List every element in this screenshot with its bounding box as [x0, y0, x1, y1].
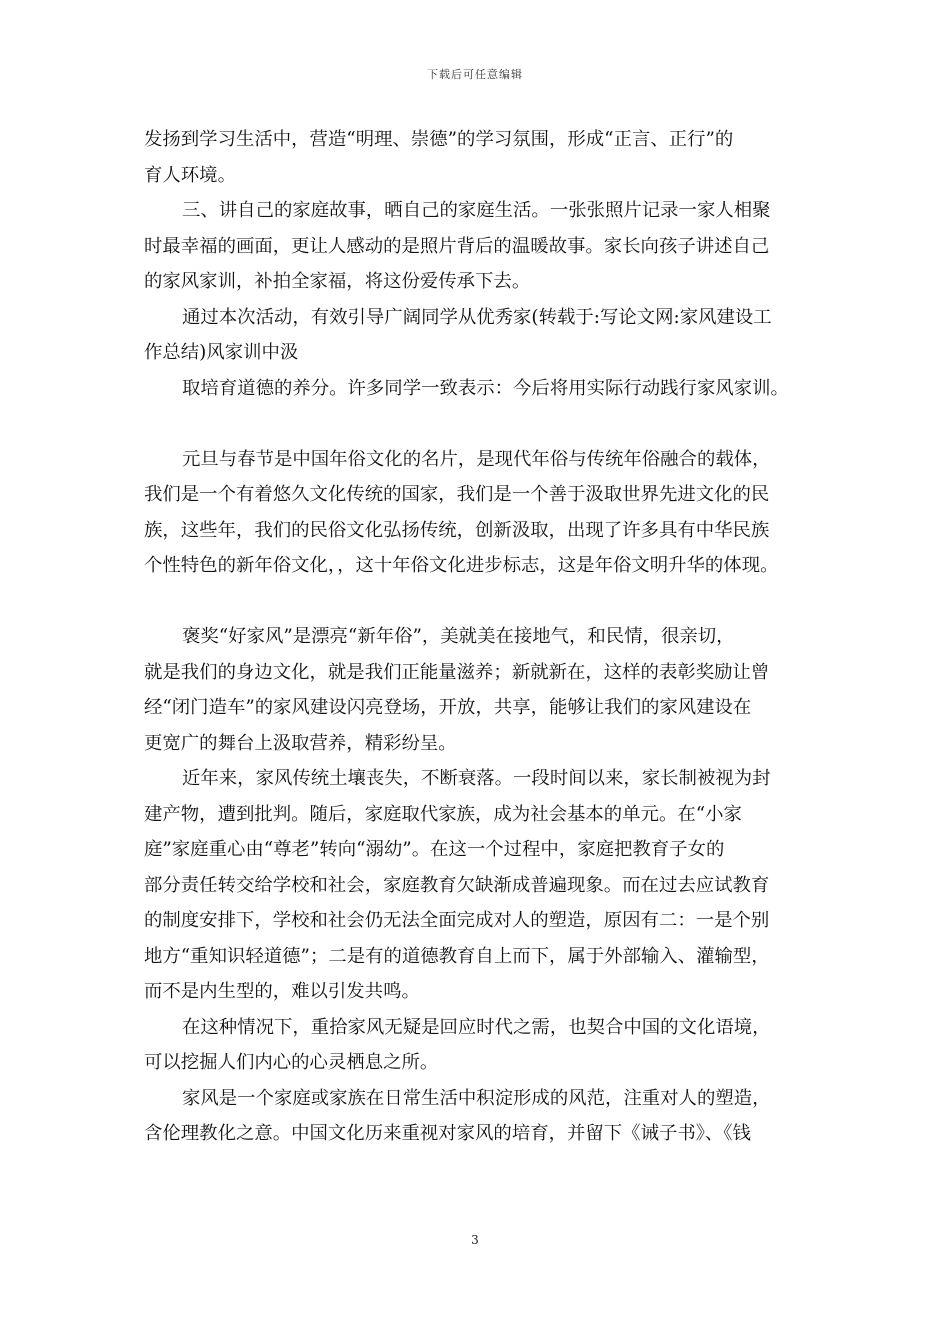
text-line: 地方“重知识轻道德”；二是有的道德教育自上而下，属于外部输入、灌输型， — [144, 945, 770, 967]
text-line: 就是我们的身边文化，就是我们正能量滋养；新就新在，这样的表彰奖励让曾 — [144, 661, 770, 683]
text-line: 含伦理教化之意。中国文化历来重视对家风的培育，并留下《诫子书》、《钱 — [144, 1123, 751, 1144]
text-line: 可以挖掘人们内心的心灵栖息之所。 — [144, 1052, 439, 1073]
paragraph-gap — [144, 406, 812, 442]
text-line: 家风是一个家庭或家族在日常生活中积淀形成的风范，注重对人的塑造， — [182, 1087, 771, 1109]
text-line: 育人环境。 — [144, 164, 236, 186]
text-line: 而不是内生型的，难以引发共鸣。 — [144, 981, 420, 1002]
text-line: 发扬到学习生活中，营造“明理、崇德”的学习氛围，形成“正言、正行”的 — [144, 129, 734, 150]
text-line: 我们是一个有着悠久文化传统的国家，我们是一个善于汲取世界先进文化的民 — [144, 484, 770, 505]
text-line: 取培育道德的养分。许多同学一致表示：今后将用实际行动践行家风家训。 — [182, 377, 789, 399]
text-line: 更宽广的舞台上汲取营养，精彩纷呈。 — [144, 732, 457, 754]
document-body — [144, 122, 812, 1152]
text-line: 元旦与春节是中国年俗文化的名片，是现代年俗与传统年俗融合的载体， — [182, 448, 771, 470]
text-line: 近年来，家风传统土壤丧失，不断衰落。一段时间以来，家长制被视为封 — [182, 768, 771, 789]
text-line: 部分责任转交给学校和社会，家庭教育欠缺渐成普遍现象。而在过去应试教育 — [144, 874, 770, 896]
text-line: 褒奖“好家风”是漂亮“新年俗”，美就美在接地气，和民情，很亲切， — [182, 626, 735, 647]
text-line: 时最幸福的画面，更让人感动的是照片背后的温暖故事。家长向孩子讲述自己 — [144, 235, 770, 257]
paragraph-gap — [144, 584, 812, 620]
page-number: 3 — [471, 1233, 479, 1247]
text-line: 的家风家训，补拍全家福，将这份爱传承下去。 — [144, 271, 531, 292]
text-line: 个性特色的新年俗文化，，这十年俗文化进步标志，这是年俗文明升华的体现。 — [144, 555, 779, 576]
text-line: 庭”家庭重心由“尊老”转向“溺幼”。在这一个过程中，家庭把教育子女的 — [144, 839, 725, 860]
text-line: 在这种情况下，重拾家风无疑是回应时代之需，也契合中国的文化语境， — [182, 1016, 771, 1038]
text-line: 三、讲自己的家庭故事，晒自己的家庭生活。一张张照片记录一家人相聚 — [182, 200, 771, 221]
page-header: 下载后可任意编辑 — [427, 68, 523, 81]
text-line: 通过本次活动，有效引导广阔同学从优秀家(转载于:写论文网:家风建设工 — [182, 306, 772, 328]
text-line: 经“闭门造车”的家风建设闪亮登场，开放，共享，能够让我们的家风建设在 — [144, 697, 752, 718]
text-line: 族，这些年，我们的民俗文化弘扬传统，创新汲取，出现了许多具有中华民族 — [144, 519, 770, 541]
text-line: 作总结)风家训中汲 — [144, 342, 299, 363]
text-line: 建产物，遭到批判。随后，家庭取代家族，成为社会基本的单元。在“小家 — [144, 803, 742, 825]
text-line: 的制度安排下，学校和社会仍无法全面完成对人的塑造，原因有二：一是个别 — [144, 910, 770, 931]
